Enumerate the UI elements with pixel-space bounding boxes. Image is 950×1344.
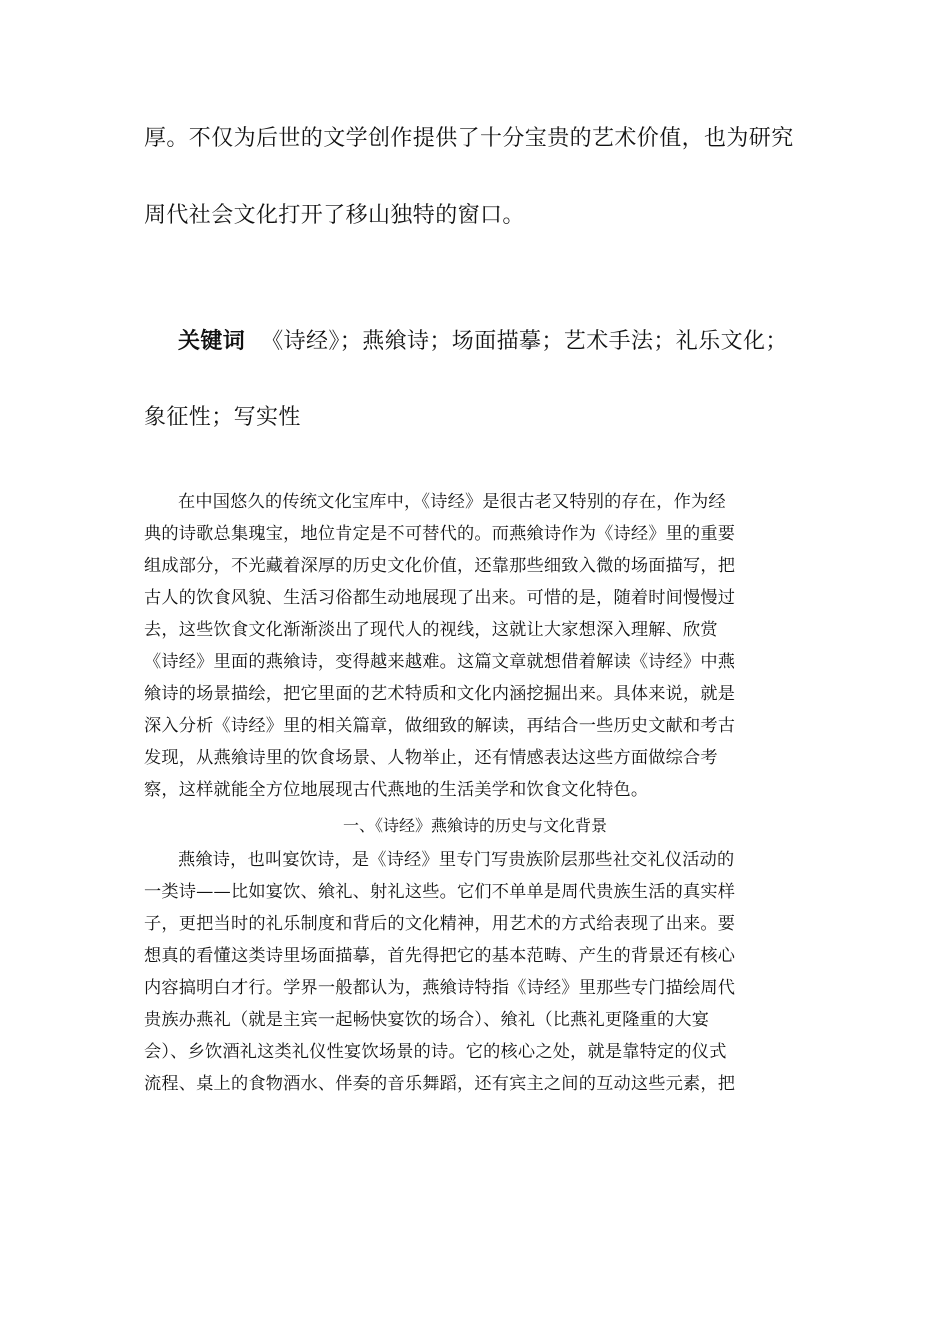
intro-line: 察，这样就能全方位地展现古代燕地的生活美学和饮食文化特色。	[144, 780, 649, 800]
section-line: 会）、乡饮酒礼这类礼仪性宴饮场景的诗。它的核心之处，就是靠特定的仪式	[144, 1042, 727, 1062]
intro-line: 《诗经》里面的燕飨诗，变得越来越难。这篇文章就想借着解读《诗经》中燕	[144, 652, 736, 672]
section-line: 贵族办燕礼（就是主宾一起畅快宴饮的场合）、飨礼（比燕礼更隆重的大宴	[144, 1010, 710, 1030]
keywords-line-continued: 象征性；写实性	[144, 405, 301, 430]
section-line: 一类诗——比如宴饮、飨礼、射礼这些。它们不单单是周代贵族生活的真实样	[144, 882, 736, 902]
section-line: 想真的看懂这类诗里场面描摹，首先得把它的基本范畴、产生的背景还有核心	[144, 946, 736, 966]
section-line: 流程、桌上的食物酒水、伴奏的音乐舞蹈，还有宾主之间的互动这些元素，把	[144, 1074, 736, 1094]
section-line: 燕飨诗，也叫宴饮诗，是《诗经》里专门写贵族阶层那些社交礼仪活动的	[178, 850, 735, 870]
abstract-line: 厚。不仅为后世的文学创作提供了十分宝贵的艺术价值，也为研究	[144, 126, 794, 151]
abstract-line: 周代社会文化打开了移山独特的窗口。	[144, 203, 525, 228]
intro-line: 深入分析《诗经》里的相关篇章，做细致的解读，再结合一些历史文献和考古	[144, 716, 736, 736]
keywords-text: 《诗经》；燕飨诗；场面描摹；艺术手法；礼乐文化；	[261, 329, 788, 354]
intro-line: 发现，从燕飨诗里的饮食场景、人物举止，还有情感表达这些方面做综合考	[144, 748, 718, 768]
section-heading: 一、《诗经》燕飨诗的历史与文化背景	[342, 816, 607, 835]
intro-line: 去，这些饮食文化渐渐淡出了现代人的视线，这就让大家想深入理解、欣赏	[144, 620, 718, 640]
section-line: 子，更把当时的礼乐制度和背后的文化精神，用艺术的方式给表现了出来。要	[144, 914, 736, 934]
intro-line: 组成部分，不光藏着深厚的历史文化价值，还靠那些细致入微的场面描写，把	[144, 556, 736, 576]
intro-line: 典的诗歌总集瑰宝，地位肯定是不可替代的。而燕飨诗作为《诗经》里的重要	[144, 524, 736, 544]
keywords-line	[178, 326, 804, 357]
section-line: 内容搞明白才行。学界一般都认为，燕飨诗特指《诗经》里那些专门描绘周代	[144, 978, 736, 998]
keywords-label: 关键词	[178, 328, 246, 354]
intro-line: 飨诗的场景描绘，把它里面的艺术特质和文化内涵挖掘出来。具体来说，就是	[144, 684, 736, 704]
intro-line: 在中国悠久的传统文化宝库中，《诗经》是很古老又特别的存在，作为经	[178, 492, 726, 512]
intro-line: 古人的饮食风貌、生活习俗都生动地展现了出来。可惜的是，随着时间慢慢过	[144, 588, 736, 608]
